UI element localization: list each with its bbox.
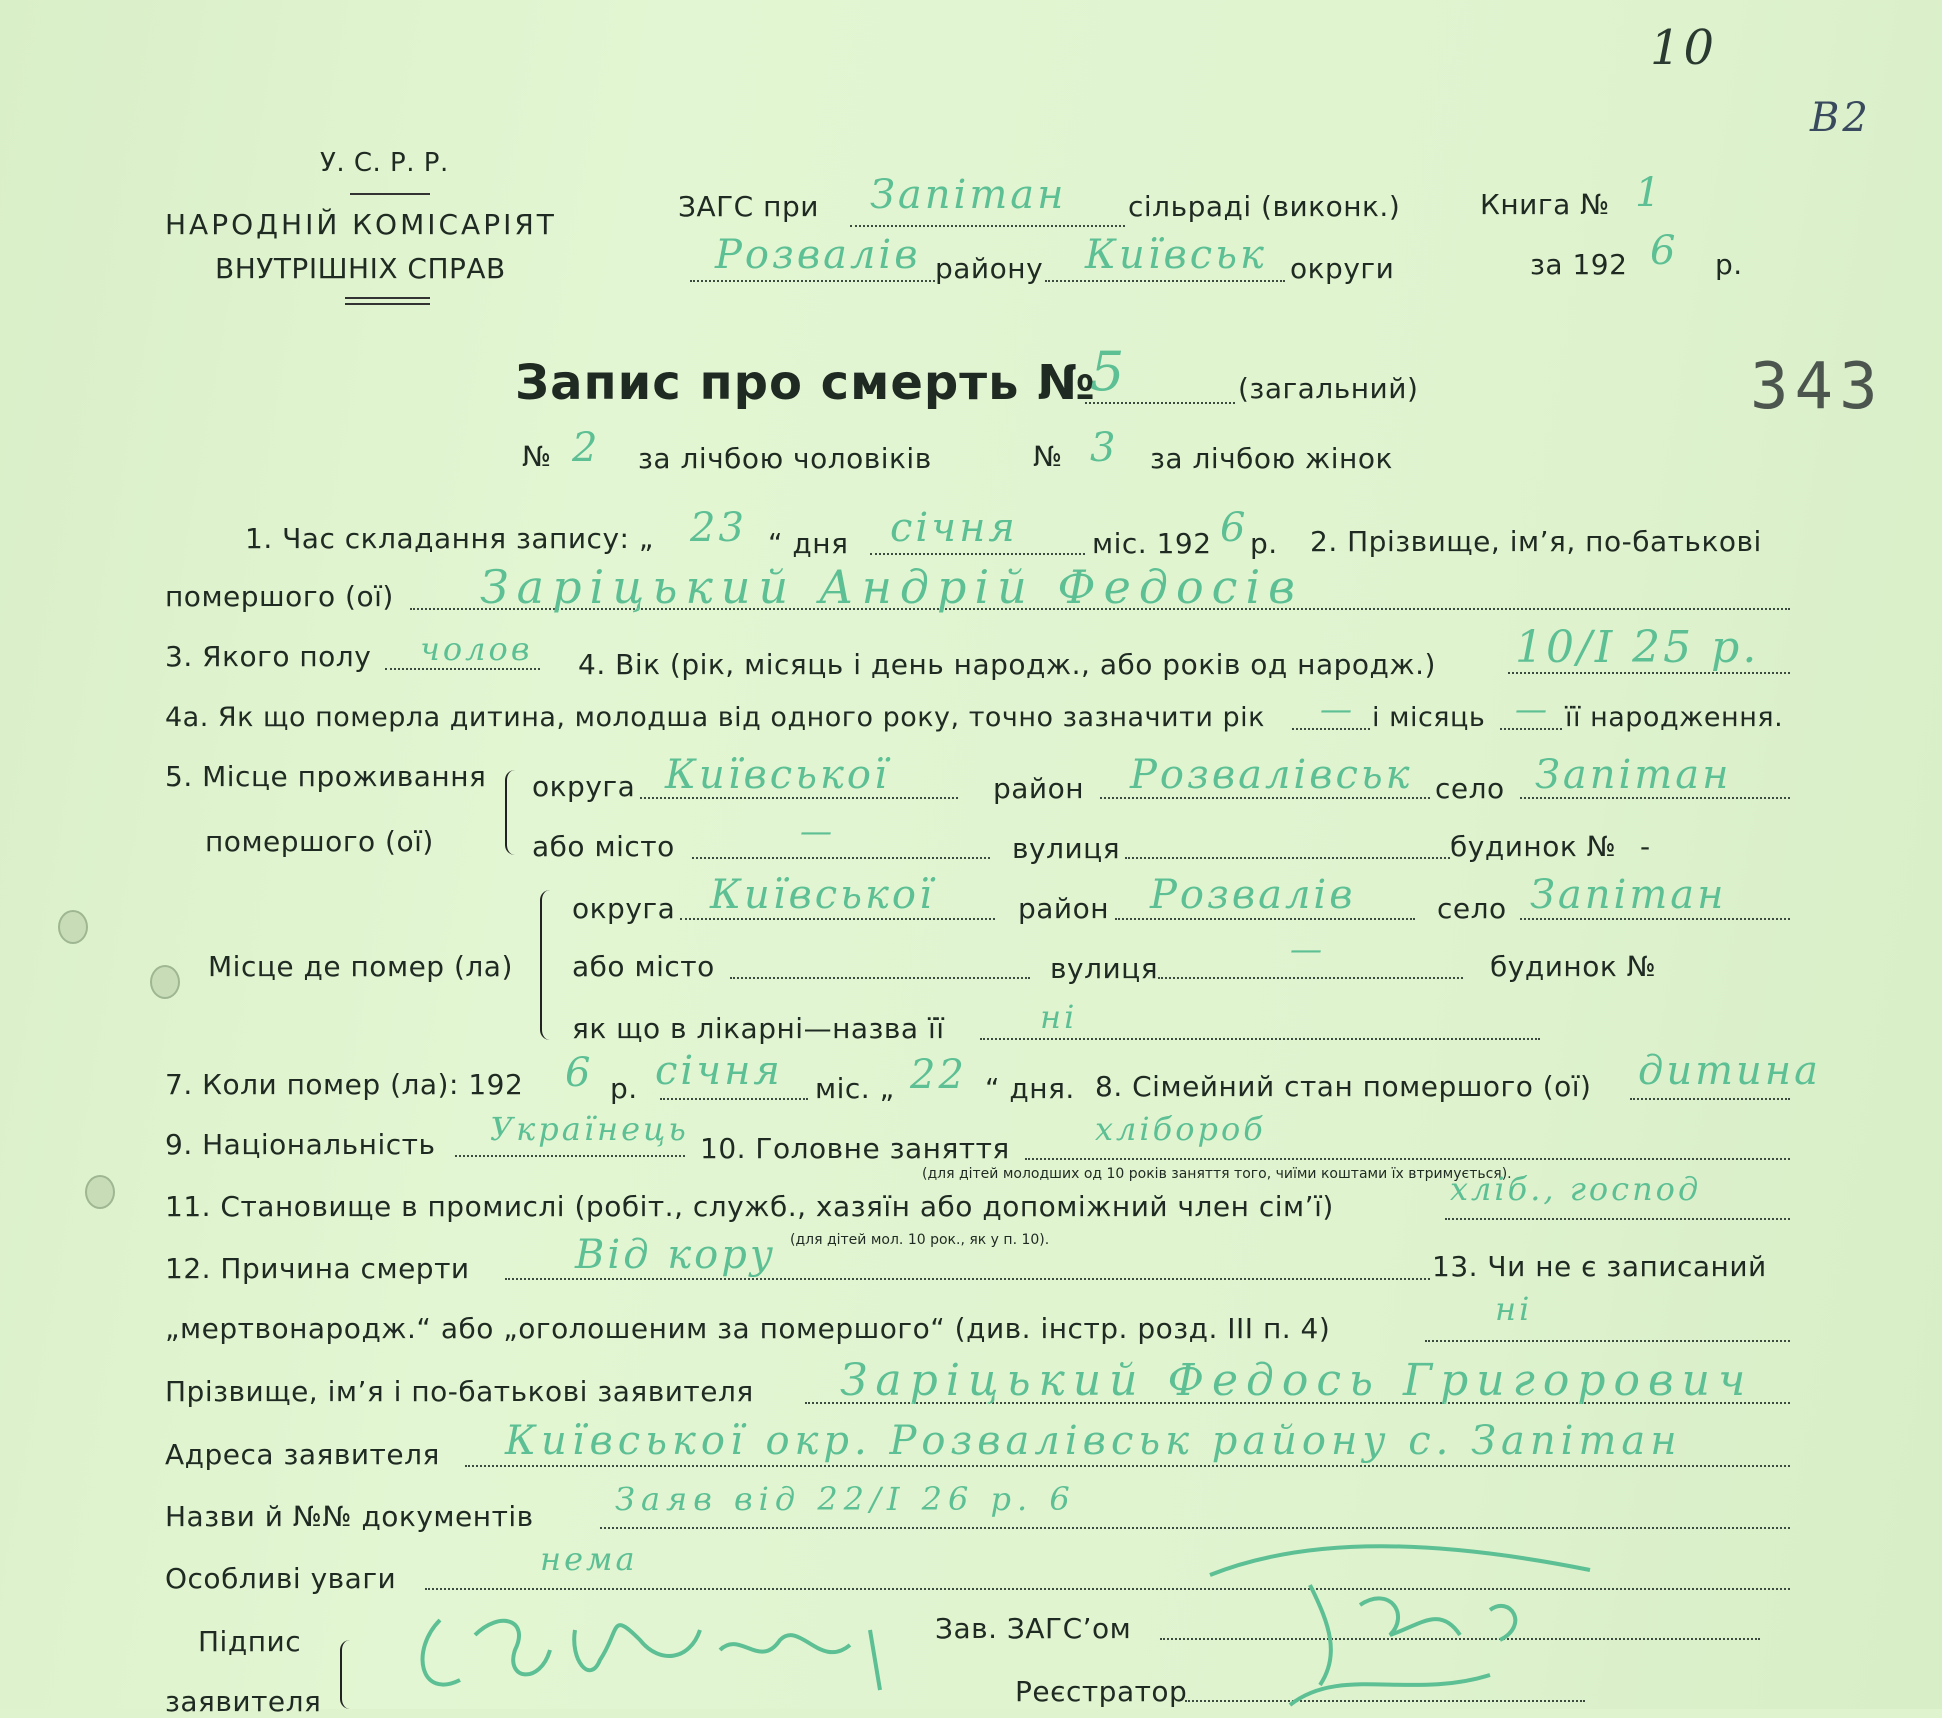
applicant-name-label: Прізвище, ім’я і по-батькові заявителя: [165, 1375, 754, 1408]
applicant-signature: [400, 1590, 1000, 1709]
field-13-label: 13. Чи не є записаний: [1432, 1250, 1767, 1283]
fill-line: [455, 1155, 685, 1157]
fill-line: [1125, 857, 1450, 859]
official-signature: [1190, 1515, 1610, 1709]
field-6-label: Місце де помер (ла): [208, 950, 513, 983]
applicant-name-value: Заріцький Федось Григорович: [840, 1355, 1754, 1406]
field-6-selo-label: село: [1437, 892, 1507, 925]
field-10-value: хлібороб: [1095, 1110, 1266, 1148]
binder-hole: [58, 910, 88, 944]
district-value: Розвалів: [715, 232, 921, 278]
field-4-value: 10/I 25 р.: [1515, 622, 1760, 673]
fill-line: [1045, 280, 1285, 282]
field-1-month-value: січня: [890, 505, 1018, 551]
field-6-rayon-label: район: [1018, 892, 1110, 925]
field-5-okruga-label: округа: [532, 770, 636, 803]
field-5-misto-value: —: [800, 812, 835, 850]
field-6-hospital-value: ні: [1040, 998, 1078, 1036]
fill-line: [465, 1465, 1790, 1467]
fill-line: [730, 977, 1030, 979]
field-6-vulytsia-value: —: [1290, 930, 1325, 968]
field-2-label: 2. Прізвище, ім’я, по-батькові: [1310, 525, 1762, 558]
brace: [540, 890, 554, 1040]
year-digit-value: 6: [1650, 228, 1679, 274]
fill-line: [1500, 728, 1562, 730]
signature-label2: заявителя: [165, 1685, 322, 1718]
field-10-note: (для дітей молодших од 10 років заняття того, чиїми коштами їх втримується).: [922, 1166, 1512, 1182]
fill-line: [850, 225, 1125, 227]
fill-line: [1425, 1340, 1790, 1342]
field-11-value: хліб., господ: [1450, 1170, 1702, 1208]
field-6-rayon-value: Розвалів: [1150, 872, 1356, 918]
ussr-label: У. С. Р. Р.: [320, 148, 449, 178]
signature-label: Підпис: [198, 1625, 302, 1658]
field-3-value: чолов: [420, 630, 533, 668]
applicant-address-value: Київської окр. Розвалівськ району с. Запітан: [505, 1418, 1682, 1464]
fill-line: [1445, 1218, 1790, 1220]
field-7-mis-label: міс. „: [815, 1072, 895, 1105]
field-4-label: 4. Вік (рік, місяць і день народж., або років од народж.): [578, 648, 1436, 681]
field-6-hospital-label: як що в лікарні—назва її: [572, 1012, 945, 1045]
zags-village-value: Запітан: [870, 172, 1067, 218]
field-8-value: дитина: [1638, 1048, 1821, 1094]
divider: [350, 193, 430, 195]
fill-line: [1630, 1098, 1790, 1100]
field-1-day-value: 23: [690, 505, 747, 551]
fill-line: [1520, 918, 1790, 920]
field-5-rayon-value: Розвалівськ: [1130, 752, 1413, 798]
field-5-selo-label: село: [1435, 772, 1505, 805]
field-7-month-value: січня: [655, 1048, 783, 1094]
field-4a-month-label: і місяць: [1372, 702, 1486, 733]
field-13-value: ні: [1495, 1290, 1533, 1328]
corner-mark: В2: [1810, 95, 1871, 141]
documents-label: Назви й №№ документів: [165, 1500, 534, 1533]
commissariat-label: НАРОДНІЙ КОМІСАРІЯТ: [165, 208, 557, 241]
field-7-day-value: 22: [910, 1052, 967, 1098]
field-10-label: 10. Головне заняття: [700, 1132, 1010, 1165]
field-4a-label: 4а. Як що померла дитина, молодша від одного року, точно зазначити рік: [165, 702, 1265, 733]
deceased-label: помершого (ої): [165, 580, 394, 613]
field-6-budynok-label: будинок №: [1490, 950, 1657, 983]
documents-value: Заяв від 22/І 26 р. 6: [615, 1480, 1076, 1518]
field-5-label2: помершого (ої): [205, 825, 434, 858]
fill-line: [680, 918, 995, 920]
field-11-label: 11. Становище в промислі (робіт., служб., хазяїн або допоміжний член сім’ї): [165, 1190, 1334, 1223]
year-label: за 192: [1530, 248, 1628, 281]
field-5-okruga-value: Київської: [665, 752, 890, 798]
fill-line: [1115, 918, 1415, 920]
deceased-name-value: Заріцький Андрій Федосів: [480, 560, 1303, 614]
registrar-label: Реєстратор: [1015, 1675, 1188, 1708]
field-5-misto-label: або місто: [532, 830, 675, 863]
binder-hole: [150, 965, 180, 999]
divider: [345, 303, 430, 305]
fill-line: [690, 280, 935, 282]
brace: [505, 770, 517, 855]
book-label: Книга №: [1480, 188, 1610, 221]
field-1-year-label: міс. 192: [1092, 527, 1212, 560]
field-7-label: 7. Коли помер (ла): 192: [165, 1068, 524, 1101]
field-6-okruga-label: округа: [572, 892, 676, 925]
field-6-selo-value: Запітан: [1530, 872, 1727, 918]
okrug-value: Київськ: [1085, 232, 1267, 278]
field-6-misto-label: або місто: [572, 950, 715, 983]
fill-line: [385, 668, 540, 670]
notes-value: нема: [540, 1540, 638, 1578]
year-suffix: р.: [1715, 248, 1743, 281]
field-1-day-close: “ дня: [768, 527, 849, 560]
field-5-budynok-value: -: [1640, 830, 1651, 863]
field-5-vulytsia-label: вулиця: [1012, 832, 1121, 865]
field-6-vulytsia-label: вулиця: [1050, 952, 1159, 985]
field-7-day-close: “ дня.: [985, 1072, 1075, 1105]
record-number-value: 5: [1090, 340, 1128, 403]
fill-line: [660, 1098, 808, 1100]
field-5-label: 5. Місце проживання: [165, 760, 487, 793]
women-prefix: №: [1033, 440, 1063, 473]
internal-affairs-label: ВНУТРІШНІХ СПРАВ: [215, 252, 506, 285]
field-8-label: 8. Сімейний стан помершого (ої): [1095, 1070, 1592, 1103]
okrug-label: округи: [1290, 252, 1395, 285]
district-label: району: [935, 252, 1044, 285]
field-5-rayon-label: район: [993, 772, 1085, 805]
field-13-label2: „мертвонародж.“ або „оголошеним за помершого“ (див. інстр. розд. III п. 4): [165, 1312, 1331, 1345]
men-prefix: №: [522, 440, 552, 473]
field-9-value: Українець: [490, 1110, 689, 1148]
notes-label: Особливі уваги: [165, 1562, 397, 1595]
book-number-value: 1: [1635, 170, 1664, 216]
fill-line: [505, 1278, 1430, 1280]
women-label: за лічбою жінок: [1150, 442, 1393, 475]
zags-label: ЗАГС при: [678, 190, 819, 223]
field-7-r: р.: [610, 1072, 638, 1105]
brace: [340, 1640, 352, 1709]
men-count-value: 2: [572, 425, 601, 471]
applicant-address-label: Адреса заявителя: [165, 1438, 440, 1471]
page-title: Запис про смерть №: [515, 355, 1096, 411]
women-count-value: 3: [1090, 425, 1119, 471]
fill-line: [1158, 977, 1463, 979]
field-1-r: р.: [1250, 527, 1278, 560]
corner-number: 10: [1650, 20, 1718, 76]
field-5-budynok-label: будинок №: [1450, 830, 1617, 863]
zav-zags-label: Зав. ЗАГС’ом: [935, 1612, 1132, 1645]
fill-line: [692, 857, 990, 859]
field-7-year-value: 6: [565, 1050, 594, 1096]
men-label: за лічбою чоловіків: [638, 442, 932, 475]
field-4a-birth-label: її народження.: [1565, 702, 1784, 733]
general-label: (загальний): [1238, 372, 1419, 405]
silradi-label: сільраді (виконк.): [1128, 190, 1401, 223]
field-12-value: Від кору: [575, 1232, 777, 1278]
field-11-note: (для дітей мол. 10 рок., як у п. 10).: [790, 1232, 1050, 1248]
fill-line: [980, 1038, 1540, 1040]
binder-hole: [85, 1175, 115, 1209]
field-9-label: 9. Національність: [165, 1128, 436, 1161]
fill-line: [1292, 728, 1370, 730]
field-4a-month-value: —: [1515, 690, 1550, 728]
fill-line: [1025, 1158, 1790, 1160]
fill-line: [870, 553, 1085, 555]
field-1-year-value: 6: [1220, 505, 1249, 551]
field-4a-year-value: —: [1320, 690, 1355, 728]
field-3-label: 3. Якого полу: [165, 640, 372, 673]
field-12-label: 12. Причина смерти: [165, 1252, 470, 1285]
stamp-number: 343: [1750, 350, 1884, 424]
field-1-label: 1. Час складання запису: „: [245, 522, 654, 555]
divider: [345, 297, 430, 299]
field-5-selo-value: Запітан: [1535, 752, 1732, 798]
field-6-okruga-value: Київської: [710, 872, 935, 918]
